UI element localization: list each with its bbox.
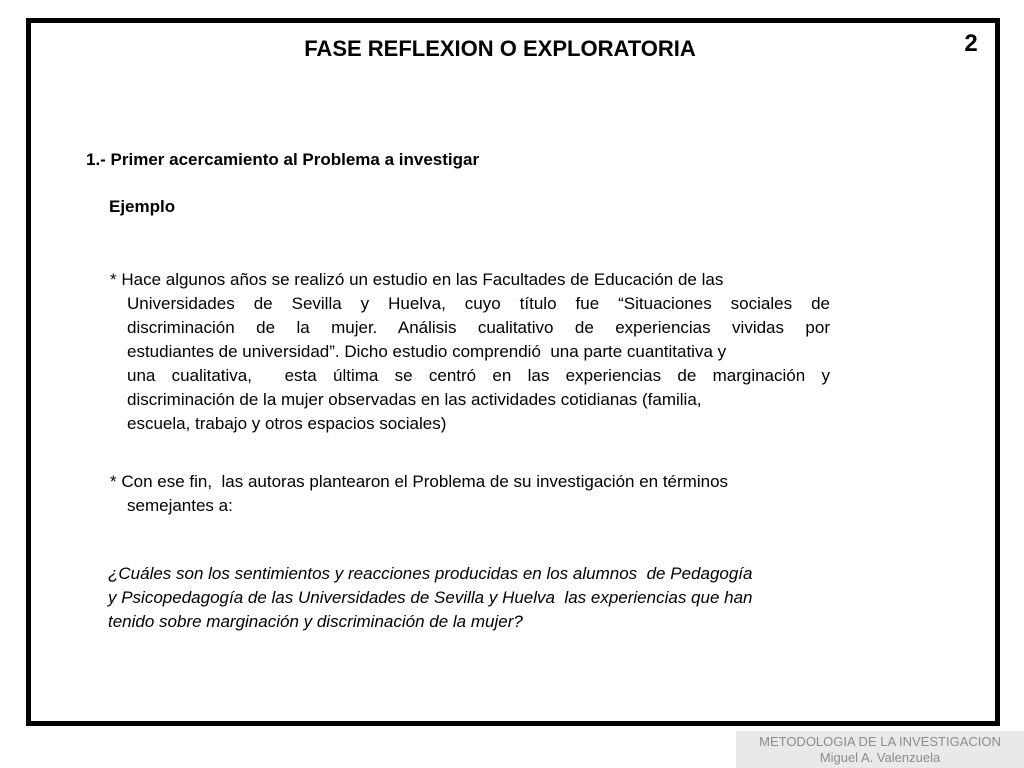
study-description-paragraph [110,268,830,436]
slide-title: FASE REFLEXION O EXPLORATORIA [304,36,696,61]
footer-course: METODOLOGIA DE LA INVESTIGACION [759,734,1001,749]
paragraph-line: escuela, trabajo y otros espacios sociales) [127,414,447,433]
paragraph-line: discriminación de la mujer. Análisis cualitativo de experiencias vividas por [127,318,830,337]
footer-author: Miguel A. Valenzuela [819,750,941,765]
page-number: 2 [964,30,978,57]
paragraph-line: Universidades de Sevilla y Huelva, cuyo título fue “Situaciones sociales de [127,294,830,313]
paragraph-line: * Hace algunos años se realizó un estudio en las Facultades de Educación de las [110,270,724,289]
paragraph-line: * Con ese fin, las autoras plantearon el Problema de su investigación en términos [110,472,729,491]
paragraph-line: semejantes a: [127,496,233,515]
research-question [108,562,868,634]
example-label: Ejemplo [109,197,176,216]
paragraph-line: discriminación de la mujer observadas en las actividades cotidianas (familia, [127,390,702,409]
question-line: y Psicopedagogía de las Universidades de Sevilla y Huelva las experiencias que han [108,588,753,607]
problem-statement-paragraph [110,470,840,518]
section-heading: 1.- Primer acercamiento al Problema a investigar [86,150,480,169]
paragraph-line: una cualitativa, esta última se centró en las experiencias de marginación y [127,366,830,385]
paragraph-line: estudiantes de universidad”. Dicho estudio comprendió una parte cuantitativa y [127,342,727,361]
footer-credit [736,731,1024,768]
question-line: tenido sobre marginación y discriminación de la mujer? [108,612,523,631]
question-line: ¿Cuáles son los sentimientos y reacciones producidas en los alumnos de Pedagogía [108,564,753,583]
